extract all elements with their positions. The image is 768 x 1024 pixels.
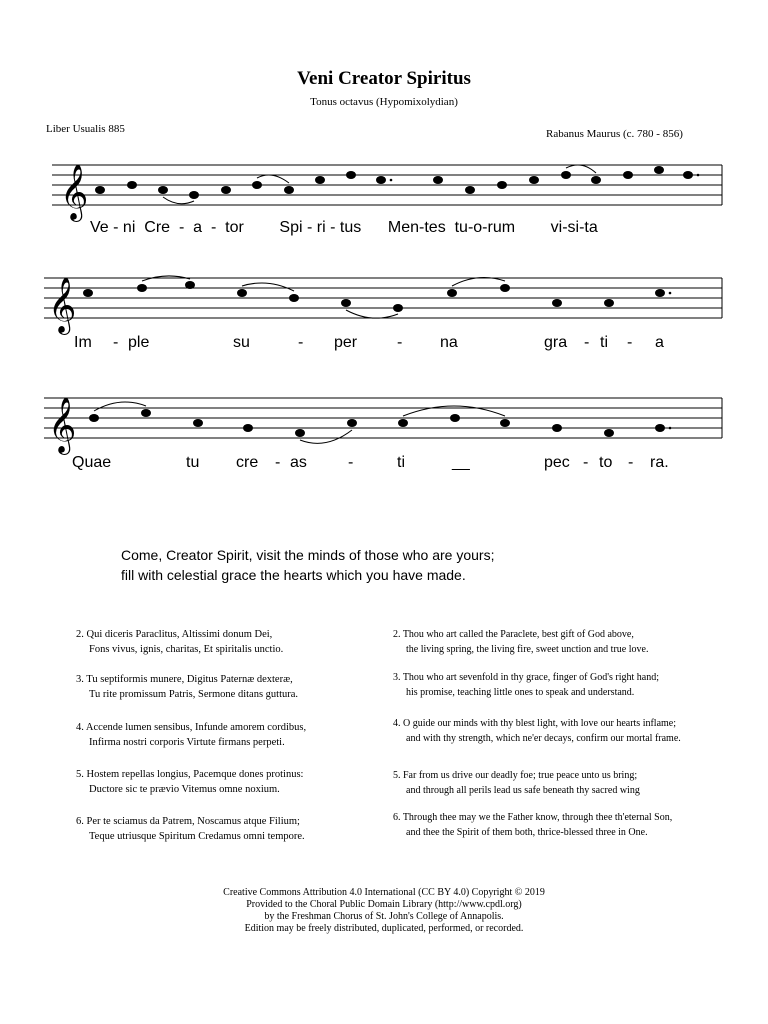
note xyxy=(465,186,475,194)
page-title: Veni Creator Spiritus xyxy=(297,68,471,89)
note xyxy=(346,171,356,179)
note xyxy=(237,289,247,297)
note xyxy=(655,289,665,297)
staff-system-3 xyxy=(0,388,768,508)
note xyxy=(137,284,147,292)
english-verse-4: 4. O guide our minds with thy blest light, with love our hearts inflame; and with thy strength, which ne'er decays, confirm our mortal frame. xyxy=(393,718,681,744)
note xyxy=(252,181,262,189)
translation-line: Come, Creator Spirit, visit the minds of those who are yours; xyxy=(121,547,495,563)
note xyxy=(127,181,137,189)
note xyxy=(376,176,386,184)
copyright-footer xyxy=(0,887,768,935)
english-verse-3: 3. Thou who art sevenfold in thy grace, finger of God's right hand; his promise, teaching little ones to speak and understand. xyxy=(393,672,660,698)
note xyxy=(295,429,305,437)
note xyxy=(654,166,664,174)
english-verse-2: 2. Thou who art called the Paraclete, best gift of God above, the living spring, the living fire, sweet unction and true love. xyxy=(393,629,649,655)
note xyxy=(341,299,351,307)
note xyxy=(193,419,203,427)
latin-verse-4: 4. Accende lumen sensibus, Infunde amorem cordibus, Infirma nostri corporis Virtute firmans perpeti. xyxy=(76,722,307,748)
note xyxy=(500,419,510,427)
note xyxy=(141,409,151,417)
english-translation xyxy=(121,545,494,585)
note xyxy=(289,294,299,302)
treble-clef-icon: 𝄞 xyxy=(60,164,89,220)
source-reference: Liber Usualis 885 xyxy=(46,123,125,135)
note xyxy=(158,186,168,194)
note xyxy=(591,176,601,184)
note xyxy=(83,289,93,297)
note xyxy=(185,281,195,289)
note xyxy=(243,424,253,432)
note xyxy=(604,299,614,307)
note xyxy=(623,171,633,179)
composer-credit: Rabanus Maurus (c. 780 - 856) xyxy=(546,128,683,140)
staff-system-1 xyxy=(0,150,768,270)
mode-subtitle: Tonus octavus (Hypomixolydian) xyxy=(310,96,458,108)
note xyxy=(552,424,562,432)
note xyxy=(450,414,460,422)
note xyxy=(683,171,693,179)
footer-line: Edition may be freely distributed, duplicated, performed, or recorded. xyxy=(244,923,524,934)
note xyxy=(500,284,510,292)
translation-line: fill with celestial grace the hearts which you have made. xyxy=(121,567,466,583)
note xyxy=(433,176,443,184)
note xyxy=(561,171,571,179)
note xyxy=(221,186,231,194)
latin-verse-2: 2. Qui diceris Paraclitus, Altissimi donum Dei, Fons vivus, ignis, charitas, Et spiritalis unctio. xyxy=(76,629,284,655)
note xyxy=(447,289,457,297)
footer-line: Creative Commons Attribution 4.0 International (CC BY 4.0) Copyright © 2019 xyxy=(223,887,545,898)
latin-verse-5: 5. Hostem repellas longius, Pacemque dones protinus: Ductore sic te prævio Vitemus omne noxium. xyxy=(76,769,304,795)
footer-line: by the Freshman Chorus of St. John's College of Annapolis. xyxy=(264,911,504,922)
note xyxy=(529,176,539,184)
note xyxy=(189,191,199,199)
note xyxy=(393,304,403,312)
treble-clef-icon: 𝄞 xyxy=(48,397,77,453)
note xyxy=(655,424,665,432)
note xyxy=(284,186,294,194)
english-verse-6: 6. Through thee may we the Father know, through thee th'eternal Son, and thee the Spirit of them both, thrice-blessed three in One. xyxy=(393,812,673,838)
latin-verse-6: 6. Per te sciamus da Patrem, Noscamus atque Filium; Teque utriusque Spiritum Credamus omni tempore. xyxy=(76,816,305,842)
footer-line: Provided to the Choral Public Domain Library (http://www.cpdl.org) xyxy=(246,899,522,910)
staff-system-2 xyxy=(0,268,768,388)
english-verse-5: 5. Far from us drive our deadly foe; true peace unto us bring; and through all perils lead us safe beneath thy sacred wing xyxy=(393,770,640,796)
note xyxy=(552,299,562,307)
note xyxy=(604,429,614,437)
lyric-line-1: Ve - ni Cre - a - tor Spi - ri - tus Men-tes tu-o-rum vi-si-ta xyxy=(90,219,598,236)
note xyxy=(497,181,507,189)
note xyxy=(89,414,99,422)
note xyxy=(347,419,357,427)
note xyxy=(95,186,105,194)
note xyxy=(398,419,408,427)
latin-verse-3: 3. Tu septiformis munere, Digitus Paternæ dexteræ, Tu rite promissum Patris, Sermone ditans guttura. xyxy=(76,674,299,700)
note xyxy=(315,176,325,184)
treble-clef-icon: 𝄞 xyxy=(48,277,77,333)
